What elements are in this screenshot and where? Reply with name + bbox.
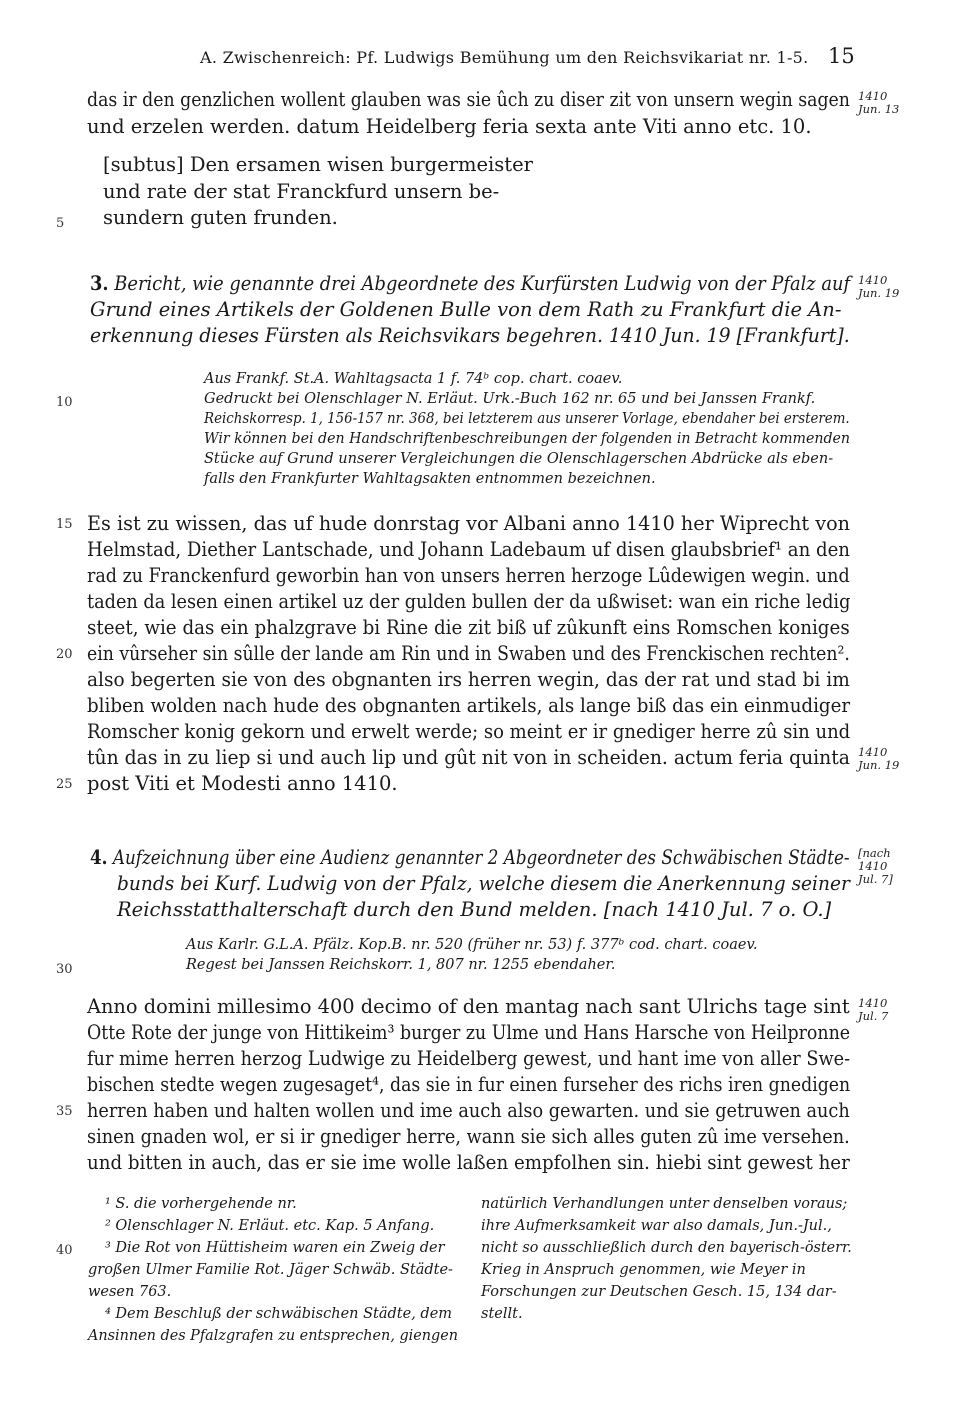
footnote: ³ Die Rot von Hüttisheim waren ein Zweig der xyxy=(105,1240,445,1256)
line-number: 20 xyxy=(56,647,73,662)
text-line: herren haben und halten wollen und ime auch also gewarten. und sie getruwen auch xyxy=(87,1099,850,1122)
entry-number: 3. xyxy=(90,272,109,295)
margin-date xyxy=(858,746,899,772)
text-line: Otte Rote der junge von Hittikeim³ burger zu Ulme und Hans Harsche von Heilpronne xyxy=(87,1021,851,1044)
text-line: bischen stedte wegen zugesaget⁴, das sie in fur einen furseher des richs iren gnedigen xyxy=(87,1073,851,1096)
entry-heading-line xyxy=(90,846,850,869)
line-number: 40 xyxy=(56,1243,73,1258)
margin-date-day: Jun. 13 xyxy=(858,102,900,116)
text-line: Anno domini millesimo 400 decimo of den mantag nach sant Ulrichs tage sint xyxy=(87,995,850,1018)
heading-text: Bericht, wie genannte drei Abgeordnete des Kurfürsten Ludwig von der Pfalz auf xyxy=(114,272,851,295)
margin-date xyxy=(858,274,899,300)
margin-date-day: Jun. 19 xyxy=(858,286,900,300)
margin-date-year: 1410 xyxy=(858,859,888,873)
footnote: Krieg in Anspruch genommen, wie Meyer in xyxy=(481,1262,806,1278)
entry-heading-line xyxy=(90,272,850,295)
text-line: rad zu Franckenfurd geworbin han von unsers herren herzoge Lûdewigen wegin. und xyxy=(87,564,850,587)
text-line: ein vûrseher sin sûlle der lande am Rin und in Swaben und des Frenckischen rechten². xyxy=(87,642,850,665)
entry-heading-line: Grund eines Artikels der Goldenen Bulle von dem Rath zu Frankfurt die An- xyxy=(90,298,842,321)
text-line: Romscher konig gekorn und erwelt werde; so meint er ir gnediger herre zû sin und xyxy=(87,720,851,743)
text-line: tûn das in zu liep si und auch lip und gût nit von in scheiden. actum feria quinta xyxy=(87,746,850,769)
footnote: ² Olenschlager N. Erläut. etc. Kap. 5 Anfang. xyxy=(105,1218,435,1234)
text-line: Helmstad, Diether Lantschade, und Johann Ladebaum uf disen glaubsbrief¹ an den xyxy=(87,538,850,561)
text-line: das ir den genzlichen wollent glauben was sie ûch zu diser zit von unsern wegin sagen xyxy=(87,88,850,111)
footnote: nicht so ausschließlich durch den bayerisch-österr. xyxy=(481,1240,852,1256)
footnote: natürlich Verhandlungen unter denselben voraus; xyxy=(481,1196,848,1212)
entry-heading-line: bunds bei Kurf. Ludwig von der Pfalz, welche diesem die Anerkennung seiner xyxy=(117,872,850,895)
text-line: sinen gnaden wol, er si ir gnediger herre, wann sie sich alles guten zû ime versehen. xyxy=(87,1125,850,1148)
text-line: fur mime herren herzog Ludwige zu Heidelberg gewest, und hant ime von aller Swe- xyxy=(87,1047,851,1070)
text-line: steet, wie das ein phalzgrave bi Rine die zit biß uf zûkunft eins Romschen koniges xyxy=(87,616,850,639)
margin-date-day: Jul. 7] xyxy=(858,872,893,886)
source-line: Stücke auf Grund unserer Vergleichungen die Olenschlagerschen Abdrücke als eben- xyxy=(204,451,834,467)
source-line: falls den Frankfurter Wahltagsakten entnommen bezeichnen. xyxy=(204,471,656,487)
footnote: Ansinnen des Pfalzgrafen zu entsprechen, giengen xyxy=(88,1328,459,1344)
text-line: taden da lesen einen artikel uz der gulden bullen der da ußwiset: wan ein riche ledig xyxy=(87,590,851,613)
entry-heading-line: Reichsstatthalterschaft durch den Bund melden. [nach 1410 Jul. 7 o. O.] xyxy=(117,898,832,921)
line-number: 30 xyxy=(56,962,73,977)
margin-date-year: 1410 xyxy=(858,89,888,103)
line-number: 25 xyxy=(56,777,73,792)
source-line: Aus Frankf. St.A. Wahltagsacta 1 f. 74ᵇ cop. chart. coaev. xyxy=(204,371,623,387)
text-line: und bitten in auch, das er sie ime wolle laßen empfolhen sin. hiebi sint gewest her xyxy=(87,1151,850,1174)
footnote: ¹ S. die vorhergehende nr. xyxy=(105,1196,297,1212)
margin-date xyxy=(858,90,899,116)
margin-date-year: 1410 xyxy=(858,273,888,287)
address-line: [subtus] Den ersamen wisen burgermeister xyxy=(103,153,533,176)
source-line: Aus Karlr. G.L.A. Pfälz. Kop.B. nr. 520 (früher nr. 53) f. 377ᵇ cod. chart. coaev. xyxy=(186,937,758,953)
running-title: A. Zwischenreich: Pf. Ludwigs Bemühung um den Reichsvikariat nr. 1-5. xyxy=(200,48,809,67)
footnote: wesen 763. xyxy=(88,1284,172,1300)
source-line: Gedruckt bei Olenschlager N. Erläut. Urk.-Buch 162 nr. 65 und bei Janssen Frankf. xyxy=(204,391,816,407)
text-line: also begerten sie von des obgnanten irs herren wegin, das der rat und stad bi im xyxy=(87,668,850,691)
address-line: sundern guten frunden. xyxy=(103,206,338,229)
address-line: und rate der stat Franckfurd unsern be- xyxy=(103,180,500,203)
footnote: großen Ulmer Familie Rot. Jäger Schwäb. Städte- xyxy=(88,1262,453,1278)
footnote: Forschungen zur Deutschen Gesch. 15, 134 dar- xyxy=(481,1284,837,1300)
text-line: post Viti et Modesti anno 1410. xyxy=(87,772,398,795)
text-line: bliben wolden nach hude des obgnanten artikels, als lange biß das ein einmudiger xyxy=(87,694,851,717)
entry-heading-line: erkennung dieses Fürsten als Reichsvikars begehren. 1410 Jun. 19 [Frankfurt]. xyxy=(90,324,850,347)
footnote: ihre Aufmerksamkeit war also damals, Jun.-Jul., xyxy=(481,1218,832,1234)
text-line: und erzelen werden. datum Heidelberg feria sexta ante Viti anno etc. 10. xyxy=(87,115,812,138)
margin-date-year: 1410 xyxy=(858,745,888,759)
footnote: ⁴ Dem Beschluß der schwäbischen Städte, dem xyxy=(105,1306,453,1322)
footnote: stellt. xyxy=(481,1306,523,1322)
text-line: Es ist zu wissen, das uf hude donrstag vor Albani anno 1410 her Wiprecht von xyxy=(87,512,851,535)
page-number: 15 xyxy=(828,44,855,68)
margin-date-year: 1410 xyxy=(858,996,888,1010)
line-number: 35 xyxy=(56,1104,73,1119)
heading-text: Aufzeichnung über eine Audienz genannter 2 Abgeordneter des Schwäbischen Städte- xyxy=(112,846,850,869)
margin-date-day: Jul. 7 xyxy=(858,1009,889,1023)
line-number: 15 xyxy=(56,517,73,532)
line-number: 5 xyxy=(56,216,65,231)
source-line: Reichskorresp. 1, 156-157 nr. 368, bei letzterem aus unserer Vorlage, ebendaher bei ersterem. xyxy=(204,411,850,427)
entry-number: 4. xyxy=(90,846,108,869)
margin-date-prefix: [nach xyxy=(858,846,891,860)
margin-date xyxy=(858,847,893,886)
margin-date xyxy=(858,997,888,1023)
source-line: Regest bei Janssen Reichskorr. 1, 807 nr. 1255 ebendaher. xyxy=(186,957,616,973)
line-number: 10 xyxy=(56,395,73,410)
source-line: Wir können bei den Handschriftenbeschreibungen der folgenden in Betracht kommenden xyxy=(204,431,851,447)
margin-date-day: Jun. 19 xyxy=(858,758,900,772)
